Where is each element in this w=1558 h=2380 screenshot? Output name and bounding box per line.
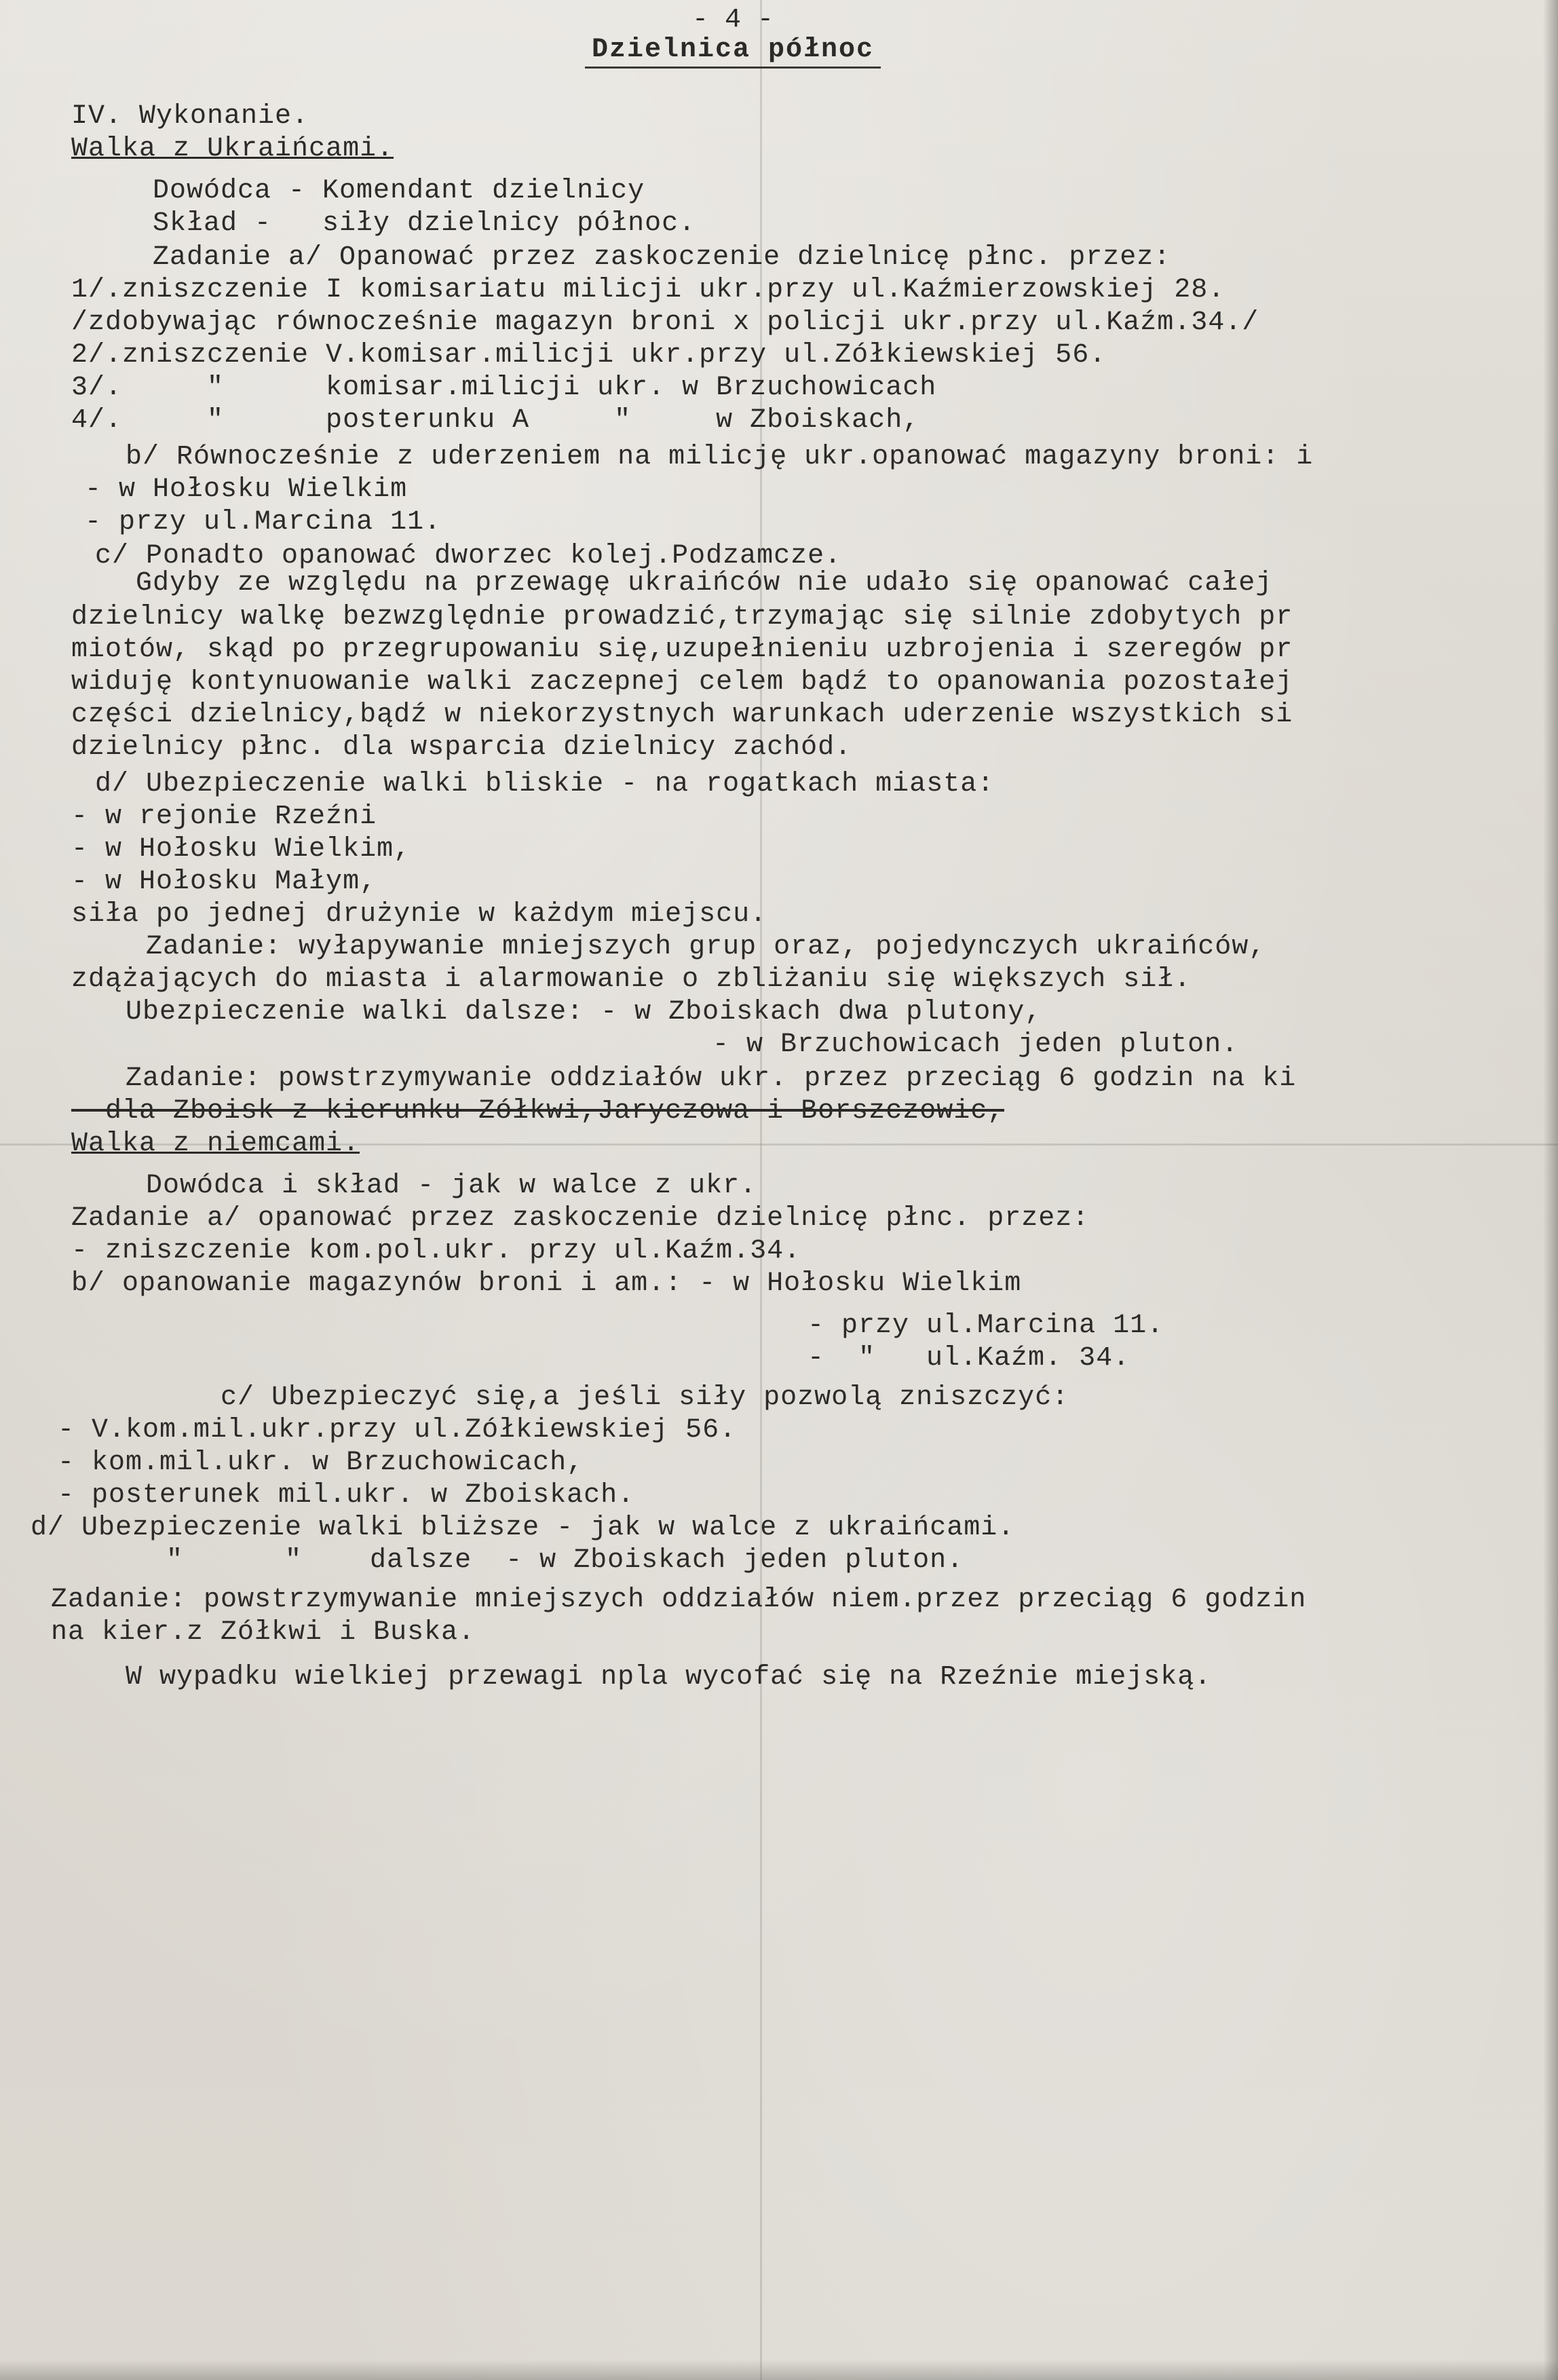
text-line: Zadanie: powstrzymywanie mniejszych oddziałów niem.przez przeciąg 6 godzin [51,1585,1307,1615]
text-line: Dowódca i skład - jak w walce z ukr. [146,1171,757,1201]
page-title: Dzielnica północ [585,35,881,69]
text-line: Gdyby ze względu na przewagę ukraińców nie udało się opanować całej [136,568,1273,599]
text-line: Zadanie a/ Opanować przez zaskoczenie dzielnicę płnc. przez: [153,242,1171,273]
text-line: dzielnicy walkę bezwzględnie prowadzić,trzymając się silnie zdobytych pr [71,602,1293,632]
text-line: na kier.z Zółkwi i Buska. [51,1617,476,1648]
text-line: Zadanie a/ opanować przez zaskoczenie dzielnicę płnc. przez: [71,1203,1090,1234]
text-line: - w Hołosku Małym, [71,867,377,897]
text-line: miotów, skąd po przegrupowaniu się,uzupełnieniu uzbrojenia i szeregów pr [71,635,1293,665]
text-line: Zadanie: powstrzymywanie oddziałów ukr. przez przeciąg 6 godzin na ki [126,1063,1297,1094]
text-line: dzielnicy płnc. dla wsparcia dzielnicy zachód. [71,732,852,763]
paper-edge-bottom [0,2360,1558,2380]
text-line: Dowódca - Komendant dzielnicy [153,176,645,206]
text-line: - w Hołosku Wielkim, [71,834,411,865]
page-number: - 4 - [691,5,774,35]
text-line: - w Hołosku Wielkim [85,474,408,505]
text-line: W wypadku wielkiej przewagi npla wycofać się na Rzeźnie miejską. [126,1662,1212,1693]
text-line: - posterunek mil.ukr. w Zboiskach. [58,1480,635,1511]
text-line: - dla Zboisk z kierunku Zółkwi,Jaryczowa i Borszczowic, [71,1096,1005,1127]
text-line: c/ Ponadto opanować dworzec kolej.Podzamcze. [95,541,842,571]
text-line: - kom.mil.ukr. w Brzuchowicach, [58,1448,584,1478]
text-line: części dzielnicy,bądź w niekorzystnych warunkach uderzenie wszystkich si [71,700,1293,730]
text-line: zdążających do miasta i alarmowanie o zbliżaniu się większych sił. [71,964,1192,995]
text-line: - w Brzuchowicach jeden pluton. [712,1030,1239,1060]
text-line: 3/. " komisar.milicji ukr. w Brzuchowicach [71,373,937,403]
subsection-heading: Walka z niemcami. [71,1129,360,1159]
text-line: /zdobywając równocześnie magazyn broni x policji ukr.przy ul.Kaźm.34./ [71,307,1259,338]
text-line: 1/.zniszczenie I komisariatu milicji ukr.przy ul.Kaźmierzowskiej 28. [71,275,1226,305]
text-line: widuję kontynuowanie walki zaczepnej celem bądź to opanowania pozostałej [71,667,1293,698]
text-line: c/ Ubezpieczyć się,a jeśli siły pozwolą zniszczyć: [221,1382,1069,1413]
text-line: - " ul.Kaźm. 34. [808,1343,1130,1374]
text-line: b/ Równocześnie z uderzeniem na milicję ukr.opanować magazyny broni: i [126,442,1314,472]
page-header [516,5,950,69]
text-line: " " dalsze - w Zboiskach jeden pluton. [166,1545,964,1576]
text-line: d/ Ubezpieczenie walki bliskie - na rogatkach miasta: [95,769,995,799]
paper-edge-right [1543,0,1558,2380]
subsection-heading: Walka z Ukraińcami. [71,134,394,164]
section-heading: IV. Wykonanie. [71,101,309,132]
text-line: - przy ul.Marcina 11. [808,1310,1164,1341]
text-line: - przy ul.Marcina 11. [85,507,442,537]
text-line: - V.kom.mil.ukr.przy ul.Zółkiewskiej 56. [58,1415,737,1446]
text-line: b/ opanowanie magazynów broni i am.: - w Hołosku Wielkim [71,1268,1022,1299]
text-line: Skład - siły dzielnicy północ. [153,208,696,239]
text-line: - w rejonie Rzeźni [71,801,377,832]
text-line: 4/. " posterunku A " w Zboiskach, [71,405,920,436]
text-line: Zadanie: wyłapywanie mniejszych grup oraz, pojedynczych ukraińców, [146,932,1266,962]
text-line: - zniszczenie kom.pol.ukr. przy ul.Kaźm.34. [71,1236,801,1266]
text-line: Ubezpieczenie walki dalsze: - w Zboiskach dwa plutony, [126,997,1042,1027]
text-line: d/ Ubezpieczenie walki bliższe - jak w walce z ukraińcami. [31,1513,1015,1543]
text-line: siła po jednej drużynie w każdym miejscu. [71,899,767,930]
text-line: 2/.zniszczenie V.komisar.milicji ukr.przy ul.Zółkiewskiej 56. [71,340,1107,371]
